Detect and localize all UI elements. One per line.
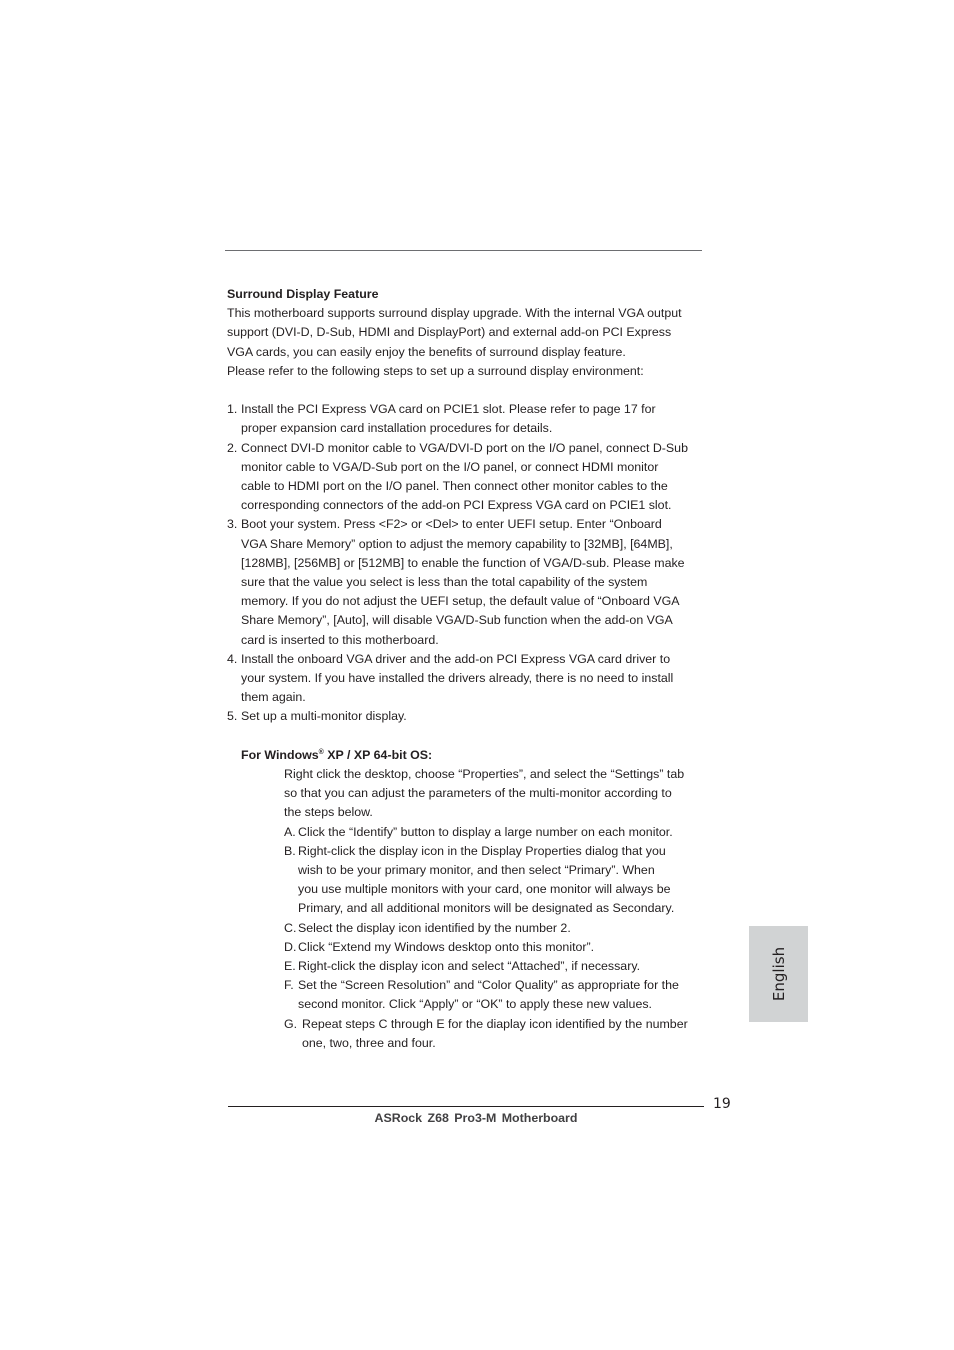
step-number: 1. bbox=[227, 402, 238, 417]
step-line: memory. If you do not adjust the UEFI setup, the default value of “Onboard VGA bbox=[241, 594, 680, 609]
step-number: 2. bbox=[227, 440, 238, 455]
windows-step-item bbox=[284, 938, 712, 957]
step-line: cable to HDMI port on the I/O panel. Then connect other monitor cables to the bbox=[241, 479, 668, 494]
step-item bbox=[227, 400, 712, 438]
step-line: Set up a multi-monitor display. bbox=[241, 709, 407, 724]
step-item bbox=[227, 515, 712, 649]
step-line: Boot your system. Press <F2> or <Del> to enter UEFI setup. Enter “Onboard bbox=[241, 517, 662, 532]
windows-step-item bbox=[284, 842, 712, 919]
intro-line: This motherboard supports surround display upgrade. With the internal VGA output bbox=[227, 306, 682, 321]
step-line: card is inserted to this motherboard. bbox=[241, 632, 439, 647]
step-line: Share Memory”, [Auto], will disable VGA/D-Sub function when the add-on VGA bbox=[241, 613, 673, 628]
windows-step-letter: F. bbox=[284, 978, 294, 993]
windows-step-letter: A. bbox=[284, 824, 296, 839]
intro-line: support (DVI-D, D-Sub, HDMI and DisplayPort) and external add-on PCI Express bbox=[227, 325, 672, 340]
page-number: 19 bbox=[713, 1096, 731, 1112]
windows-step-letter: C. bbox=[284, 920, 297, 935]
windows-step-item bbox=[284, 976, 712, 1014]
step-line: proper expansion card installation procedures for details. bbox=[241, 421, 553, 436]
windows-step-letter: D. bbox=[284, 939, 297, 954]
windows-xp-heading bbox=[241, 746, 712, 765]
windows-step-letter: G. bbox=[284, 1016, 298, 1031]
footer-divider bbox=[228, 1106, 704, 1107]
step-number: 5. bbox=[227, 709, 238, 724]
step-line: [128MB], [256MB] or [512MB] to enable the function of VGA/D-sub. Please make bbox=[241, 555, 685, 570]
windows-step-line: Set the “Screen Resolution” and “Color Quality” as appropriate for the bbox=[298, 978, 679, 993]
windows-step-line: Right-click the display icon and select “Attached”, if necessary. bbox=[298, 959, 641, 974]
step-line: Connect DVI-D monitor cable to VGA/DVI-D port on the I/O panel, connect D-Sub bbox=[241, 440, 688, 455]
windows-step-letter: B. bbox=[284, 843, 296, 858]
windows-step-item bbox=[284, 823, 712, 842]
windows-step-line: second monitor. Click “Apply” or “OK” to apply these new values. bbox=[298, 997, 652, 1012]
header-divider bbox=[225, 250, 702, 251]
intro-paragraph bbox=[227, 304, 712, 381]
step-line: VGA Share Memory” option to adjust the memory capability to [32MB], [64MB], bbox=[241, 536, 673, 551]
windows-step-line: one, two, three and four. bbox=[302, 1035, 436, 1050]
windows-steps-list bbox=[284, 823, 712, 1053]
windows-step-line: wish to be your primary monitor, and then select “Primary”. When bbox=[298, 863, 655, 878]
windows-step-line: you use multiple monitors with your card, one monitor will always be bbox=[298, 882, 671, 897]
step-item bbox=[227, 650, 712, 708]
windows-step-line: Right-click the display icon in the Display Properties dialog that you bbox=[298, 843, 666, 858]
step-line: them again. bbox=[241, 690, 306, 705]
windows-step-item bbox=[284, 957, 712, 976]
step-number: 3. bbox=[227, 517, 238, 532]
setup-steps-list bbox=[227, 400, 712, 726]
windows-intro-line: the steps below. bbox=[284, 805, 373, 820]
os-title-prefix: For Windows bbox=[241, 747, 319, 762]
footer-product-name: ASRock Z68 Pro3-M Motherboard bbox=[374, 1111, 578, 1125]
windows-step-item bbox=[284, 919, 712, 938]
windows-intro-line: so that you can adjust the parameters of the multi-monitor according to bbox=[284, 786, 672, 801]
section-title: Surround Display Feature bbox=[227, 287, 379, 301]
windows-step-line: Click “Extend my Windows desktop onto this monitor”. bbox=[298, 939, 595, 954]
os-title-suffix: XP / XP 64-bit OS: bbox=[323, 747, 433, 762]
windows-step-line: Select the display icon identified by the number 2. bbox=[298, 920, 571, 935]
step-line: Install the onboard VGA driver and the add-on PCI Express VGA card driver to bbox=[241, 651, 671, 666]
windows-intro-line: Right click the desktop, choose “Properties”, and select the “Settings” tab bbox=[284, 767, 685, 782]
intro-line: VGA cards, you can easily enjoy the benefits of surround display feature. bbox=[227, 344, 626, 359]
step-item bbox=[227, 439, 712, 516]
windows-step-line: Repeat steps C through E for the diaplay icon identified by the number bbox=[302, 1016, 688, 1031]
language-tab-label: English bbox=[769, 946, 788, 1002]
registered-mark: ® bbox=[318, 748, 324, 756]
windows-step-line: Primary, and all additional monitors will be designated as Secondary. bbox=[298, 901, 675, 916]
windows-step-item bbox=[284, 1015, 712, 1053]
windows-step-letter: E. bbox=[284, 959, 296, 974]
step-line: Install the PCI Express VGA card on PCIE1 slot. Please refer to page 17 for bbox=[241, 402, 656, 417]
step-line: monitor cable to VGA/D-Sub port on the I/O panel, or connect HDMI monitor bbox=[241, 459, 659, 474]
language-tab bbox=[749, 926, 808, 1022]
windows-step-line: Click the “Identify” button to display a large number on each monitor. bbox=[298, 824, 673, 839]
step-line: corresponding connectors of the add-on PCI Express VGA card on PCIE1 slot. bbox=[241, 498, 672, 513]
page-content bbox=[227, 285, 712, 1053]
step-line: your system. If you have installed the drivers already, there is no need to install bbox=[241, 671, 674, 686]
windows-instructions bbox=[284, 765, 712, 1053]
intro-line: Please refer to the following steps to set up a surround display environment: bbox=[227, 363, 644, 378]
step-number: 4. bbox=[227, 651, 238, 666]
step-item bbox=[227, 707, 712, 726]
step-line: sure that the value you select is less than the total capability of the system bbox=[241, 575, 648, 590]
